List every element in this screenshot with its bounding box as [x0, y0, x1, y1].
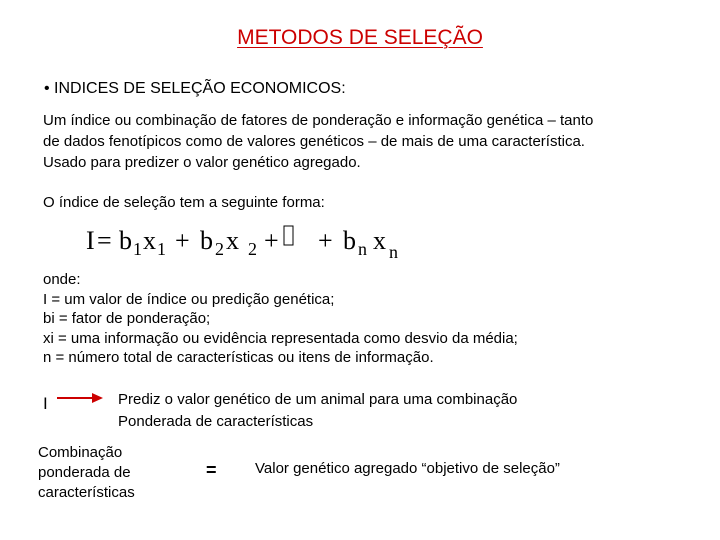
- definition-line: n = número total de características ou itens de informação.: [43, 349, 434, 366]
- page-title: METODOS DE SELEÇÃO: [237, 26, 483, 49]
- formula-b1: b: [119, 226, 132, 255]
- definition-line: bi = fator de ponderação;: [43, 310, 211, 327]
- prediction-line: Prediz o valor genético de um animal para uma combinação: [118, 391, 518, 408]
- formula-lhs: I: [86, 226, 95, 255]
- section-heading: • INDICES DE SELEÇÃO ECONOMICOS:: [44, 80, 346, 97]
- paragraph-line: de dados fenotípicos como de valores genéticos – de mais de uma característica.: [43, 133, 585, 150]
- paragraph-line: Um índice ou combinação de fatores de ponderação e informação genética – tanto: [43, 112, 594, 129]
- combination-line: ponderada de: [38, 464, 131, 481]
- formula-bn: b: [343, 226, 356, 255]
- arrow-right-icon: [56, 391, 104, 405]
- index-formula: [86, 220, 416, 264]
- formula-xn: x: [373, 226, 386, 255]
- paragraph-line: Usado para predizer o valor genético agregado.: [43, 154, 361, 171]
- combination-line: características: [38, 484, 135, 501]
- weighted-combination-label: [38, 443, 135, 503]
- formula-x2-subscript: 2: [248, 239, 257, 259]
- index-symbol: I: [43, 394, 48, 413]
- formula-x2: x: [226, 226, 239, 255]
- formula-b2: b: [200, 226, 213, 255]
- formula-bn-subscript: n: [358, 239, 367, 259]
- missing-glyph-box: [284, 226, 293, 245]
- definition-line: I = um valor de índice ou predição genética;: [43, 290, 335, 308]
- formula-x1-subscript: 1: [157, 239, 166, 259]
- formula-b1-subscript: 1: [133, 239, 142, 259]
- definition-line: onde:: [43, 271, 81, 288]
- aggregated-value-text: Valor genético agregado “objetivo de seleção”: [255, 460, 560, 477]
- formula-equals: =: [97, 226, 112, 255]
- formula-plus-2: +: [264, 226, 279, 255]
- variable-definitions: [43, 270, 518, 368]
- prediction-line: Ponderada de características: [118, 413, 314, 430]
- formula-plus-3: +: [318, 226, 333, 255]
- definition-line: xi = uma informação ou evidência representada como desvio da média;: [43, 329, 518, 347]
- formula-b2-subscript: 2: [215, 239, 224, 259]
- combination-line: Combinação: [38, 444, 123, 461]
- formula-xn-subscript: n: [389, 242, 398, 262]
- formula-x1: x: [143, 226, 156, 255]
- prediction-text: [118, 389, 517, 433]
- definition-paragraph: [43, 110, 683, 173]
- formula-intro: O índice de seleção tem a seguinte forma:: [43, 194, 325, 211]
- formula-plus-1: +: [175, 226, 190, 255]
- equals-sign: =: [206, 460, 217, 480]
